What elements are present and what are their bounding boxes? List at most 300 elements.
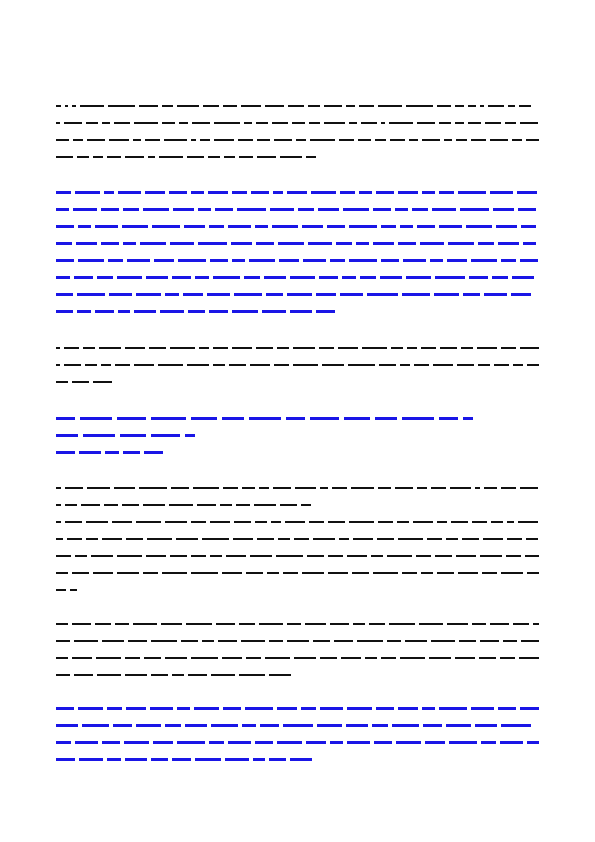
word-mark — [488, 105, 504, 107]
word-mark — [83, 434, 115, 437]
word-mark — [78, 225, 91, 228]
word-mark — [73, 208, 97, 211]
word-mark — [352, 572, 369, 574]
word-mark — [269, 674, 291, 676]
word-mark — [165, 521, 187, 523]
word-mark — [287, 623, 301, 625]
word-mark — [471, 139, 486, 141]
word-mark — [113, 724, 132, 727]
word-mark — [378, 105, 402, 107]
word-mark — [285, 521, 305, 523]
word-mark — [257, 156, 276, 158]
word-mark — [195, 758, 221, 761]
word-mark — [511, 293, 531, 296]
word-mark — [114, 487, 135, 489]
word-mark — [231, 242, 252, 245]
word-mark — [125, 758, 147, 761]
word-mark — [222, 657, 242, 659]
word-mark — [188, 310, 205, 313]
word-mark — [403, 259, 426, 262]
word-mark — [65, 504, 77, 506]
word-mark — [517, 191, 537, 194]
word-mark — [102, 122, 110, 124]
word-mark — [316, 293, 336, 296]
word-mark — [83, 347, 95, 349]
word-mark — [391, 347, 403, 349]
word-mark — [169, 504, 193, 506]
word-mark — [213, 364, 225, 366]
word-mark — [361, 122, 377, 124]
word-mark — [136, 724, 161, 727]
word-mark — [356, 242, 369, 245]
word-mark — [272, 122, 288, 124]
word-mark — [400, 364, 410, 366]
word-mark — [133, 623, 157, 625]
word-mark — [493, 208, 514, 211]
word-mark — [437, 105, 451, 107]
word-mark — [397, 521, 409, 523]
word-mark — [246, 657, 261, 659]
word-mark — [56, 657, 68, 659]
word-mark — [222, 572, 242, 574]
word-mark — [56, 504, 61, 506]
word-mark — [432, 208, 456, 211]
word-mark — [56, 191, 71, 194]
paragraph-2-highlighted — [56, 185, 539, 321]
word-mark — [462, 538, 479, 540]
word-mark — [64, 122, 82, 124]
word-mark — [193, 487, 219, 489]
word-mark — [521, 225, 536, 228]
word-mark — [91, 555, 113, 557]
word-mark — [218, 640, 237, 642]
text-line — [56, 411, 539, 428]
word-mark — [379, 364, 396, 366]
word-mark — [194, 707, 219, 710]
word-mark — [280, 504, 297, 506]
word-mark — [77, 293, 105, 296]
word-mark — [518, 521, 538, 523]
word-mark — [269, 758, 286, 761]
word-mark — [56, 707, 74, 710]
word-mark — [527, 364, 539, 366]
word-mark — [56, 623, 68, 625]
word-mark — [444, 139, 452, 141]
word-mark — [402, 417, 434, 420]
word-mark — [250, 364, 270, 366]
word-mark — [492, 276, 508, 279]
word-mark — [423, 724, 442, 727]
word-mark — [353, 623, 365, 625]
word-mark — [276, 555, 303, 557]
word-mark — [127, 259, 150, 262]
word-mark — [460, 208, 489, 211]
word-mark — [149, 347, 166, 349]
word-mark — [209, 741, 224, 744]
word-mark — [144, 657, 161, 659]
word-mark — [207, 293, 230, 296]
word-mark — [109, 293, 132, 296]
word-mark — [310, 417, 339, 420]
word-mark — [296, 139, 306, 141]
word-mark — [208, 191, 228, 194]
word-mark — [172, 276, 191, 279]
word-mark — [440, 347, 457, 349]
word-mark — [150, 707, 173, 710]
word-mark — [327, 225, 345, 228]
word-mark — [330, 623, 349, 625]
word-mark — [373, 572, 398, 574]
word-mark — [96, 657, 121, 659]
word-mark — [215, 208, 233, 211]
word-mark — [447, 259, 467, 262]
word-mark — [118, 310, 130, 313]
word-mark — [151, 640, 177, 642]
word-mark — [341, 657, 361, 659]
word-mark — [308, 242, 332, 245]
word-mark — [191, 572, 218, 574]
word-mark — [56, 572, 68, 574]
word-mark — [472, 623, 486, 625]
word-mark — [181, 640, 198, 642]
word-mark — [437, 572, 454, 574]
word-mark — [124, 741, 149, 744]
word-mark — [525, 555, 539, 557]
word-mark — [274, 139, 292, 141]
word-mark — [434, 293, 459, 296]
word-mark — [179, 122, 188, 124]
word-mark — [203, 105, 219, 107]
word-mark — [236, 504, 250, 506]
text-line — [56, 304, 539, 321]
word-mark — [228, 741, 251, 744]
word-mark — [506, 555, 521, 557]
word-mark — [373, 208, 391, 211]
word-mark — [306, 156, 316, 158]
word-mark — [134, 122, 158, 124]
word-mark — [521, 640, 539, 642]
text-line — [56, 132, 539, 149]
word-mark — [200, 139, 210, 141]
word-mark — [250, 555, 272, 557]
word-mark — [387, 640, 401, 642]
word-mark — [505, 122, 516, 124]
word-mark — [425, 741, 445, 744]
word-mark — [439, 122, 451, 124]
text-line — [56, 98, 539, 115]
word-mark — [480, 555, 502, 557]
word-mark — [390, 139, 405, 141]
word-mark — [500, 657, 515, 659]
word-mark — [400, 657, 425, 659]
word-mark — [430, 259, 443, 262]
word-mark — [290, 758, 312, 761]
word-mark — [387, 555, 412, 557]
word-mark — [199, 347, 209, 349]
word-mark — [374, 741, 392, 744]
text-line — [56, 185, 539, 202]
word-mark — [177, 707, 190, 710]
word-mark — [95, 310, 114, 313]
word-mark — [484, 487, 497, 489]
word-mark — [398, 538, 423, 540]
word-mark — [255, 225, 268, 228]
word-mark — [455, 122, 464, 124]
word-mark — [328, 572, 348, 574]
word-mark — [439, 417, 458, 420]
word-mark — [523, 242, 536, 245]
word-mark — [170, 347, 195, 349]
word-mark — [244, 122, 252, 124]
word-mark — [72, 657, 92, 659]
text-line — [56, 633, 539, 650]
word-mark — [301, 504, 311, 506]
word-mark — [294, 657, 316, 659]
word-mark — [87, 139, 105, 141]
word-mark — [256, 347, 273, 349]
word-mark — [225, 758, 249, 761]
paragraph-4-highlighted — [56, 411, 539, 462]
word-mark — [165, 293, 179, 296]
word-mark — [491, 521, 503, 523]
word-mark — [439, 225, 462, 228]
word-mark — [520, 347, 539, 349]
word-mark — [77, 156, 89, 158]
word-mark — [448, 242, 474, 245]
word-mark — [117, 572, 139, 574]
word-mark — [191, 191, 204, 194]
word-mark — [482, 572, 497, 574]
word-mark — [72, 105, 76, 107]
word-mark — [406, 105, 433, 107]
word-mark — [210, 521, 230, 523]
word-mark — [56, 538, 63, 540]
word-mark — [501, 724, 531, 727]
word-mark — [463, 417, 473, 420]
word-mark — [478, 242, 494, 245]
word-mark — [56, 242, 72, 245]
word-mark — [301, 707, 316, 710]
word-mark — [277, 347, 289, 349]
text-line — [56, 202, 539, 219]
word-mark — [115, 364, 130, 366]
word-mark — [211, 724, 238, 727]
word-mark — [56, 741, 71, 744]
word-mark — [271, 521, 281, 523]
word-mark — [143, 208, 169, 211]
word-mark — [75, 191, 100, 194]
text-line — [56, 582, 539, 599]
word-mark — [346, 105, 355, 107]
word-mark — [290, 310, 312, 313]
word-mark — [513, 364, 523, 366]
word-mark — [309, 521, 324, 523]
word-mark — [232, 310, 258, 313]
word-mark — [362, 347, 387, 349]
word-mark — [501, 347, 516, 349]
word-mark — [87, 487, 110, 489]
word-mark — [108, 259, 123, 262]
word-mark — [298, 208, 314, 211]
word-mark — [353, 538, 373, 540]
word-mark — [336, 242, 352, 245]
word-mark — [170, 242, 194, 245]
word-mark — [56, 521, 61, 523]
word-mark — [185, 724, 207, 727]
word-mark — [359, 191, 372, 194]
word-mark — [125, 674, 147, 676]
word-mark — [73, 139, 83, 141]
word-mark — [76, 242, 97, 245]
word-mark — [95, 225, 118, 228]
word-mark — [67, 538, 82, 540]
word-mark — [277, 741, 302, 744]
word-mark — [241, 105, 261, 107]
word-mark — [202, 538, 229, 540]
text-line — [56, 616, 539, 633]
word-mark — [171, 487, 189, 489]
word-mark — [519, 657, 539, 659]
word-mark — [75, 555, 87, 557]
word-mark — [214, 122, 240, 124]
word-mark — [56, 156, 73, 158]
word-mark — [185, 434, 195, 437]
word-mark — [56, 293, 73, 296]
word-mark — [86, 122, 98, 124]
word-mark — [466, 225, 492, 228]
word-mark — [507, 521, 514, 523]
word-mark — [339, 538, 349, 540]
word-mark — [475, 487, 480, 489]
word-mark — [56, 105, 61, 107]
word-mark — [293, 347, 315, 349]
word-mark — [56, 364, 60, 366]
word-mark — [422, 191, 435, 194]
word-mark — [239, 623, 255, 625]
word-mark — [414, 364, 429, 366]
word-mark — [122, 504, 139, 506]
word-mark — [376, 707, 394, 710]
word-mark — [480, 105, 484, 107]
word-mark — [213, 276, 240, 279]
word-mark — [475, 724, 497, 727]
word-mark — [319, 347, 334, 349]
word-mark — [239, 674, 265, 676]
word-mark — [485, 122, 501, 124]
word-mark — [125, 657, 140, 659]
word-mark — [417, 487, 427, 489]
word-mark — [56, 225, 74, 228]
word-mark — [143, 504, 165, 506]
word-mark — [267, 572, 279, 574]
word-mark — [322, 364, 344, 366]
word-mark — [286, 417, 305, 420]
word-mark — [172, 758, 191, 761]
word-mark — [527, 741, 539, 744]
word-mark — [117, 417, 146, 420]
word-mark — [469, 276, 488, 279]
word-mark — [292, 122, 305, 124]
word-mark — [229, 364, 246, 366]
word-mark — [367, 293, 398, 296]
word-mark — [177, 105, 199, 107]
word-mark — [317, 724, 342, 727]
word-mark — [228, 225, 251, 228]
word-mark — [143, 572, 158, 574]
word-mark — [451, 521, 468, 523]
word-mark — [471, 259, 497, 262]
word-mark — [265, 105, 284, 107]
word-mark — [145, 191, 165, 194]
word-mark — [208, 156, 220, 158]
word-mark — [501, 487, 516, 489]
word-mark — [526, 538, 538, 540]
word-mark — [334, 640, 353, 642]
word-mark — [115, 623, 129, 625]
text-line — [56, 497, 539, 514]
word-mark — [319, 276, 338, 279]
word-mark — [78, 259, 104, 262]
word-mark — [160, 310, 184, 313]
word-mark — [288, 105, 304, 107]
word-mark — [78, 707, 103, 710]
word-mark — [478, 364, 490, 366]
word-mark — [139, 105, 158, 107]
word-mark — [56, 259, 74, 262]
word-mark — [533, 623, 539, 625]
word-mark — [324, 105, 342, 107]
word-mark — [226, 555, 246, 557]
text-line — [56, 480, 539, 497]
word-mark — [249, 259, 275, 262]
word-mark — [162, 105, 173, 107]
word-mark — [320, 487, 328, 489]
word-mark — [458, 572, 478, 574]
word-mark — [277, 707, 297, 710]
word-mark — [120, 434, 146, 437]
word-mark — [56, 487, 61, 489]
word-mark — [244, 276, 260, 279]
word-mark — [72, 381, 89, 383]
word-mark — [357, 640, 383, 642]
word-mark — [422, 707, 435, 710]
word-mark — [151, 434, 180, 437]
word-mark — [245, 707, 273, 710]
word-mark — [316, 310, 335, 313]
word-mark — [97, 674, 121, 676]
word-mark — [257, 538, 274, 540]
word-mark — [389, 122, 413, 124]
word-mark — [349, 225, 377, 228]
word-mark — [396, 741, 421, 744]
word-mark — [64, 364, 81, 366]
word-mark — [74, 276, 93, 279]
word-mark — [378, 521, 393, 523]
word-mark — [191, 555, 206, 557]
word-mark — [109, 139, 129, 141]
text-line — [56, 718, 539, 735]
word-mark — [513, 623, 529, 625]
word-mark — [108, 105, 135, 107]
word-mark — [237, 208, 266, 211]
word-mark — [270, 208, 294, 211]
word-mark — [233, 538, 253, 540]
word-mark — [266, 293, 283, 296]
paragraph-8-highlighted — [56, 701, 539, 769]
word-mark — [151, 758, 168, 761]
word-mark — [172, 674, 184, 676]
word-mark — [468, 122, 481, 124]
